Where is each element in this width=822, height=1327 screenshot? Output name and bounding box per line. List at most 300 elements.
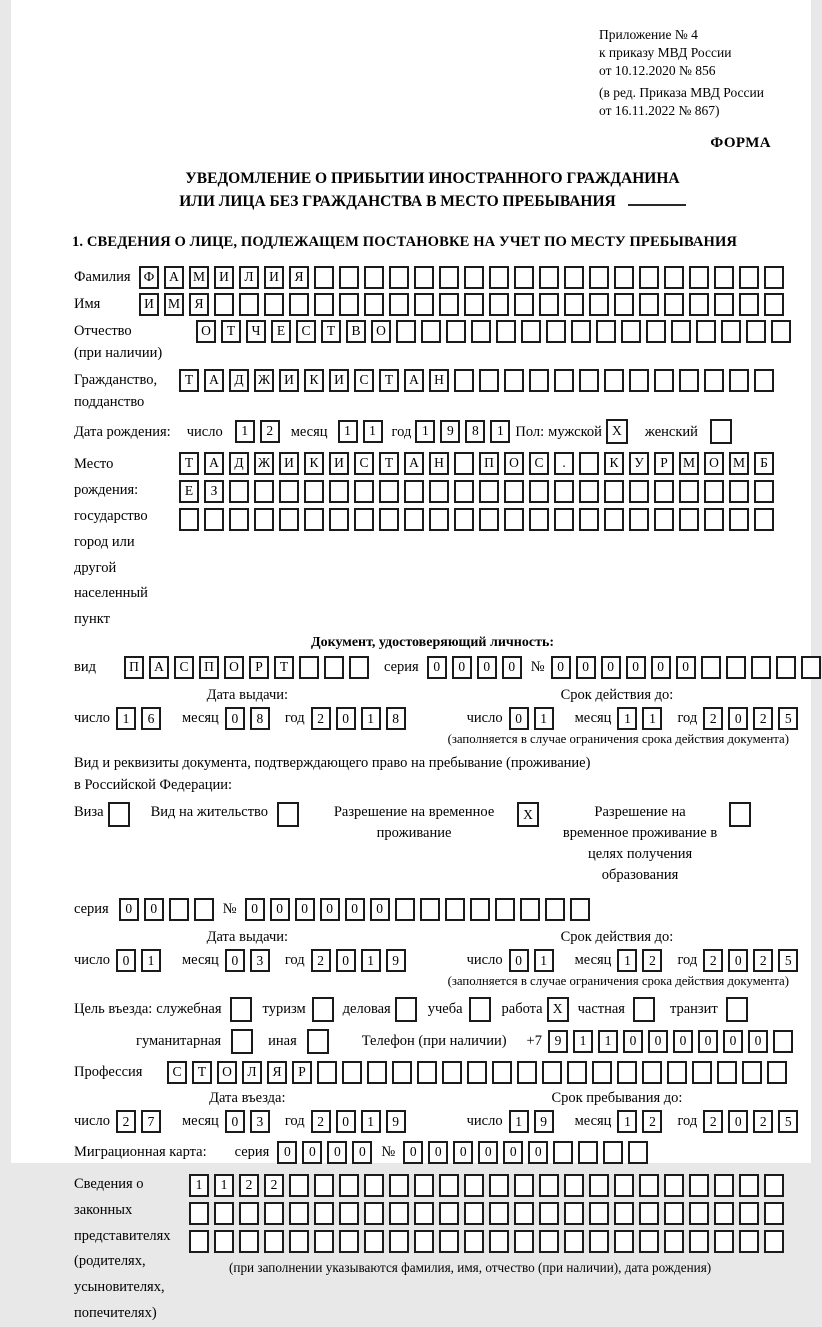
char-cell[interactable]: 2 (239, 1174, 259, 1197)
char-cell[interactable] (542, 1061, 562, 1084)
char-cell[interactable] (304, 480, 324, 503)
char-cell[interactable]: 1 (534, 707, 554, 730)
char-cell[interactable] (364, 293, 384, 316)
char-cell[interactable] (329, 508, 349, 531)
char-cell[interactable]: Ф (139, 266, 159, 289)
char-cell[interactable]: Ч (246, 320, 266, 343)
char-cell[interactable] (289, 1230, 309, 1253)
char-cell[interactable] (546, 320, 566, 343)
char-cell[interactable]: К (604, 452, 624, 475)
char-cell[interactable]: Р (249, 656, 269, 679)
char-cell[interactable]: 3 (250, 1110, 270, 1133)
char-cell[interactable] (239, 1230, 259, 1253)
char-cell[interactable] (654, 508, 674, 531)
char-cell[interactable] (454, 480, 474, 503)
char-cell[interactable] (739, 1230, 759, 1253)
char-cell[interactable] (679, 480, 699, 503)
char-cell[interactable] (194, 898, 214, 921)
char-cell[interactable] (604, 508, 624, 531)
purpose-work-checkbox[interactable]: X (547, 997, 569, 1022)
char-cell[interactable] (754, 480, 774, 503)
char-cell[interactable] (529, 508, 549, 531)
char-cell[interactable]: О (217, 1061, 237, 1084)
char-cell[interactable] (496, 320, 516, 343)
char-cell[interactable] (504, 508, 524, 531)
char-cell[interactable]: В (346, 320, 366, 343)
char-cell[interactable] (579, 508, 599, 531)
char-cell[interactable]: И (279, 369, 299, 392)
char-cell[interactable] (299, 656, 319, 679)
char-cell[interactable] (529, 480, 549, 503)
char-cell[interactable]: 1 (235, 420, 255, 443)
char-cell[interactable] (417, 1061, 437, 1084)
char-cell[interactable] (414, 266, 434, 289)
char-cell[interactable] (479, 508, 499, 531)
char-cell[interactable]: 1 (642, 707, 662, 730)
char-cell[interactable]: 1 (361, 1110, 381, 1133)
char-cell[interactable] (420, 898, 440, 921)
char-cell[interactable]: 0 (119, 898, 139, 921)
char-cell[interactable]: 0 (509, 707, 529, 730)
char-cell[interactable] (570, 898, 590, 921)
char-cell[interactable]: Я (289, 266, 309, 289)
purpose-study-checkbox[interactable] (469, 997, 491, 1022)
char-cell[interactable] (629, 369, 649, 392)
char-cell[interactable]: 0 (277, 1141, 297, 1164)
char-cell[interactable]: 9 (386, 949, 406, 972)
char-cell[interactable] (514, 1174, 534, 1197)
char-cell[interactable]: 1 (617, 707, 637, 730)
char-cell[interactable] (604, 369, 624, 392)
char-cell[interactable] (189, 1202, 209, 1225)
char-cell[interactable]: Т (274, 656, 294, 679)
char-cell[interactable] (704, 508, 724, 531)
char-cell[interactable] (714, 1174, 734, 1197)
char-cell[interactable]: . (554, 452, 574, 475)
char-cell[interactable]: 0 (302, 1141, 322, 1164)
char-cell[interactable] (204, 508, 224, 531)
char-cell[interactable] (764, 293, 784, 316)
char-cell[interactable] (289, 1174, 309, 1197)
char-cell[interactable]: Р (292, 1061, 312, 1084)
char-cell[interactable] (671, 320, 691, 343)
char-cell[interactable]: 0 (403, 1141, 423, 1164)
char-cell[interactable]: 0 (245, 898, 265, 921)
char-cell[interactable] (704, 369, 724, 392)
char-cell[interactable]: 5 (778, 1110, 798, 1133)
char-cell[interactable]: И (264, 266, 284, 289)
char-cell[interactable] (539, 266, 559, 289)
char-cell[interactable] (545, 898, 565, 921)
char-cell[interactable]: 0 (336, 707, 356, 730)
char-cell[interactable]: 1 (490, 420, 510, 443)
char-cell[interactable]: 2 (260, 420, 280, 443)
char-cell[interactable] (264, 1202, 284, 1225)
char-cell[interactable] (514, 1202, 534, 1225)
char-cell[interactable] (664, 293, 684, 316)
char-cell[interactable]: О (196, 320, 216, 343)
char-cell[interactable]: 0 (651, 656, 671, 679)
char-cell[interactable] (214, 1202, 234, 1225)
char-cell[interactable] (564, 266, 584, 289)
char-cell[interactable] (642, 1061, 662, 1084)
char-cell[interactable]: 0 (336, 1110, 356, 1133)
char-cell[interactable] (304, 508, 324, 531)
char-cell[interactable] (264, 293, 284, 316)
char-cell[interactable] (514, 266, 534, 289)
char-cell[interactable] (389, 1202, 409, 1225)
char-cell[interactable]: 0 (453, 1141, 473, 1164)
char-cell[interactable] (314, 1230, 334, 1253)
char-cell[interactable]: 1 (509, 1110, 529, 1133)
char-cell[interactable] (289, 293, 309, 316)
char-cell[interactable]: С (174, 656, 194, 679)
char-cell[interactable]: 0 (295, 898, 315, 921)
char-cell[interactable] (229, 480, 249, 503)
char-cell[interactable]: У (629, 452, 649, 475)
char-cell[interactable] (342, 1061, 362, 1084)
char-cell[interactable] (689, 1230, 709, 1253)
char-cell[interactable] (667, 1061, 687, 1084)
char-cell[interactable]: 1 (598, 1030, 618, 1053)
char-cell[interactable] (414, 1174, 434, 1197)
char-cell[interactable] (754, 508, 774, 531)
char-cell[interactable] (639, 1202, 659, 1225)
char-cell[interactable] (739, 1202, 759, 1225)
char-cell[interactable] (404, 508, 424, 531)
char-cell[interactable]: Т (321, 320, 341, 343)
char-cell[interactable] (729, 480, 749, 503)
char-cell[interactable] (696, 320, 716, 343)
char-cell[interactable]: 2 (753, 1110, 773, 1133)
char-cell[interactable]: 1 (617, 1110, 637, 1133)
char-cell[interactable] (739, 293, 759, 316)
char-cell[interactable] (589, 1174, 609, 1197)
char-cell[interactable] (567, 1061, 587, 1084)
char-cell[interactable]: 1 (361, 707, 381, 730)
char-cell[interactable]: Н (429, 452, 449, 475)
char-cell[interactable] (767, 1061, 787, 1084)
char-cell[interactable]: 0 (477, 656, 497, 679)
char-cell[interactable]: Т (379, 452, 399, 475)
char-cell[interactable] (564, 1174, 584, 1197)
char-cell[interactable] (589, 1202, 609, 1225)
char-cell[interactable] (554, 480, 574, 503)
char-cell[interactable] (504, 480, 524, 503)
char-cell[interactable] (389, 1174, 409, 1197)
char-cell[interactable]: А (204, 452, 224, 475)
sex-male-checkbox[interactable]: X (606, 419, 628, 444)
char-cell[interactable]: О (224, 656, 244, 679)
char-cell[interactable]: 0 (345, 898, 365, 921)
char-cell[interactable] (314, 1202, 334, 1225)
char-cell[interactable]: 0 (270, 898, 290, 921)
char-cell[interactable] (445, 898, 465, 921)
char-cell[interactable] (614, 266, 634, 289)
char-cell[interactable] (446, 320, 466, 343)
char-cell[interactable] (539, 293, 559, 316)
char-cell[interactable]: 0 (648, 1030, 668, 1053)
char-cell[interactable]: 2 (753, 707, 773, 730)
char-cell[interactable] (179, 508, 199, 531)
char-cell[interactable] (589, 293, 609, 316)
char-cell[interactable]: М (189, 266, 209, 289)
char-cell[interactable] (214, 1230, 234, 1253)
char-cell[interactable]: 0 (551, 656, 571, 679)
char-cell[interactable] (664, 1230, 684, 1253)
char-cell[interactable]: 0 (225, 949, 245, 972)
char-cell[interactable] (349, 656, 369, 679)
char-cell[interactable]: 2 (264, 1174, 284, 1197)
char-cell[interactable]: 0 (626, 656, 646, 679)
char-cell[interactable] (429, 480, 449, 503)
char-cell[interactable]: С (354, 452, 374, 475)
char-cell[interactable] (414, 1202, 434, 1225)
option-temp-residence-checkbox[interactable]: X (517, 802, 539, 827)
char-cell[interactable] (395, 898, 415, 921)
char-cell[interactable] (439, 266, 459, 289)
char-cell[interactable]: О (704, 452, 724, 475)
char-cell[interactable] (464, 266, 484, 289)
char-cell[interactable] (751, 656, 771, 679)
char-cell[interactable] (314, 1174, 334, 1197)
char-cell[interactable] (614, 1230, 634, 1253)
char-cell[interactable]: Т (179, 452, 199, 475)
char-cell[interactable] (229, 508, 249, 531)
char-cell[interactable]: З (204, 480, 224, 503)
char-cell[interactable] (404, 480, 424, 503)
char-cell[interactable] (464, 1230, 484, 1253)
char-cell[interactable] (279, 480, 299, 503)
char-cell[interactable]: О (371, 320, 391, 343)
char-cell[interactable]: 0 (576, 656, 596, 679)
char-cell[interactable]: 0 (225, 1110, 245, 1133)
char-cell[interactable] (169, 898, 189, 921)
char-cell[interactable] (628, 1141, 648, 1164)
char-cell[interactable]: 0 (144, 898, 164, 921)
char-cell[interactable] (579, 480, 599, 503)
char-cell[interactable]: 0 (428, 1141, 448, 1164)
char-cell[interactable] (479, 480, 499, 503)
char-cell[interactable] (764, 1174, 784, 1197)
char-cell[interactable] (442, 1061, 462, 1084)
char-cell[interactable]: М (164, 293, 184, 316)
char-cell[interactable] (639, 293, 659, 316)
char-cell[interactable]: 2 (642, 949, 662, 972)
char-cell[interactable] (364, 1230, 384, 1253)
char-cell[interactable]: 0 (528, 1141, 548, 1164)
char-cell[interactable]: 2 (311, 1110, 331, 1133)
char-cell[interactable]: 0 (623, 1030, 643, 1053)
char-cell[interactable] (414, 293, 434, 316)
char-cell[interactable]: Б (754, 452, 774, 475)
char-cell[interactable]: 1 (361, 949, 381, 972)
char-cell[interactable] (379, 480, 399, 503)
char-cell[interactable] (324, 656, 344, 679)
char-cell[interactable]: 2 (703, 1110, 723, 1133)
char-cell[interactable]: Д (229, 452, 249, 475)
char-cell[interactable] (354, 508, 374, 531)
char-cell[interactable]: П (479, 452, 499, 475)
char-cell[interactable]: 1 (189, 1174, 209, 1197)
char-cell[interactable]: Л (242, 1061, 262, 1084)
char-cell[interactable] (776, 656, 796, 679)
char-cell[interactable] (454, 452, 474, 475)
char-cell[interactable]: 0 (478, 1141, 498, 1164)
char-cell[interactable] (389, 266, 409, 289)
char-cell[interactable] (254, 480, 274, 503)
char-cell[interactable] (629, 480, 649, 503)
char-cell[interactable] (742, 1061, 762, 1084)
char-cell[interactable]: 0 (723, 1030, 743, 1053)
char-cell[interactable] (364, 1174, 384, 1197)
char-cell[interactable]: 0 (503, 1141, 523, 1164)
char-cell[interactable] (239, 293, 259, 316)
char-cell[interactable] (439, 293, 459, 316)
char-cell[interactable] (339, 1202, 359, 1225)
char-cell[interactable] (721, 320, 741, 343)
char-cell[interactable]: 0 (452, 656, 472, 679)
char-cell[interactable]: 2 (703, 949, 723, 972)
char-cell[interactable] (396, 320, 416, 343)
char-cell[interactable]: 2 (116, 1110, 136, 1133)
char-cell[interactable] (564, 293, 584, 316)
char-cell[interactable]: 8 (465, 420, 485, 443)
char-cell[interactable]: 9 (440, 420, 460, 443)
char-cell[interactable] (571, 320, 591, 343)
char-cell[interactable] (654, 369, 674, 392)
char-cell[interactable]: И (214, 266, 234, 289)
char-cell[interactable]: 1 (573, 1030, 593, 1053)
char-cell[interactable]: С (529, 452, 549, 475)
char-cell[interactable] (464, 1202, 484, 1225)
char-cell[interactable]: Е (179, 480, 199, 503)
char-cell[interactable] (701, 656, 721, 679)
char-cell[interactable] (664, 1202, 684, 1225)
char-cell[interactable]: Р (654, 452, 674, 475)
char-cell[interactable]: 1 (141, 949, 161, 972)
char-cell[interactable]: 5 (778, 949, 798, 972)
char-cell[interactable] (517, 1061, 537, 1084)
char-cell[interactable]: 0 (327, 1141, 347, 1164)
char-cell[interactable] (746, 320, 766, 343)
char-cell[interactable]: Т (221, 320, 241, 343)
char-cell[interactable] (714, 266, 734, 289)
purpose-tourism-checkbox[interactable] (312, 997, 334, 1022)
char-cell[interactable] (339, 1174, 359, 1197)
char-cell[interactable] (689, 1174, 709, 1197)
char-cell[interactable] (646, 320, 666, 343)
char-cell[interactable] (529, 369, 549, 392)
char-cell[interactable]: Я (267, 1061, 287, 1084)
char-cell[interactable] (539, 1174, 559, 1197)
char-cell[interactable] (439, 1230, 459, 1253)
char-cell[interactable] (489, 293, 509, 316)
char-cell[interactable]: А (149, 656, 169, 679)
char-cell[interactable] (664, 266, 684, 289)
char-cell[interactable]: 0 (601, 656, 621, 679)
char-cell[interactable]: И (329, 452, 349, 475)
char-cell[interactable]: 9 (386, 1110, 406, 1133)
char-cell[interactable]: 2 (311, 949, 331, 972)
char-cell[interactable]: 8 (250, 707, 270, 730)
char-cell[interactable] (764, 266, 784, 289)
char-cell[interactable]: 0 (509, 949, 529, 972)
char-cell[interactable] (579, 452, 599, 475)
char-cell[interactable] (254, 508, 274, 531)
char-cell[interactable]: К (304, 369, 324, 392)
char-cell[interactable]: 1 (534, 949, 554, 972)
char-cell[interactable]: 1 (116, 707, 136, 730)
char-cell[interactable] (679, 369, 699, 392)
char-cell[interactable] (489, 1230, 509, 1253)
char-cell[interactable] (564, 1202, 584, 1225)
char-cell[interactable]: 9 (534, 1110, 554, 1133)
char-cell[interactable] (639, 1230, 659, 1253)
char-cell[interactable] (629, 508, 649, 531)
char-cell[interactable]: 0 (116, 949, 136, 972)
char-cell[interactable] (439, 1202, 459, 1225)
char-cell[interactable] (495, 898, 515, 921)
char-cell[interactable]: 9 (548, 1030, 568, 1053)
char-cell[interactable]: А (404, 452, 424, 475)
char-cell[interactable] (421, 320, 441, 343)
char-cell[interactable] (614, 1174, 634, 1197)
char-cell[interactable] (589, 266, 609, 289)
char-cell[interactable] (771, 320, 791, 343)
char-cell[interactable] (592, 1061, 612, 1084)
char-cell[interactable]: 3 (250, 949, 270, 972)
char-cell[interactable] (289, 1202, 309, 1225)
char-cell[interactable]: Ж (254, 369, 274, 392)
char-cell[interactable] (492, 1061, 512, 1084)
char-cell[interactable] (801, 656, 821, 679)
char-cell[interactable] (689, 1202, 709, 1225)
char-cell[interactable]: И (329, 369, 349, 392)
char-cell[interactable]: 1 (617, 949, 637, 972)
char-cell[interactable]: И (279, 452, 299, 475)
char-cell[interactable] (554, 369, 574, 392)
char-cell[interactable]: 8 (386, 707, 406, 730)
char-cell[interactable]: 0 (673, 1030, 693, 1053)
char-cell[interactable]: Т (179, 369, 199, 392)
char-cell[interactable] (454, 369, 474, 392)
char-cell[interactable] (464, 1174, 484, 1197)
char-cell[interactable] (539, 1202, 559, 1225)
char-cell[interactable] (514, 293, 534, 316)
char-cell[interactable] (639, 1174, 659, 1197)
option-residence-permit-checkbox[interactable] (277, 802, 299, 827)
char-cell[interactable] (654, 480, 674, 503)
char-cell[interactable] (714, 1230, 734, 1253)
char-cell[interactable] (739, 266, 759, 289)
option-visa-checkbox[interactable] (108, 802, 130, 827)
purpose-private-checkbox[interactable] (633, 997, 655, 1022)
char-cell[interactable] (689, 293, 709, 316)
char-cell[interactable] (717, 1061, 737, 1084)
char-cell[interactable]: 2 (642, 1110, 662, 1133)
char-cell[interactable]: 0 (225, 707, 245, 730)
char-cell[interactable] (729, 369, 749, 392)
char-cell[interactable] (579, 369, 599, 392)
char-cell[interactable]: Е (271, 320, 291, 343)
char-cell[interactable] (726, 656, 746, 679)
char-cell[interactable] (329, 480, 349, 503)
char-cell[interactable]: 1 (363, 420, 383, 443)
char-cell[interactable]: П (124, 656, 144, 679)
char-cell[interactable]: 7 (141, 1110, 161, 1133)
char-cell[interactable] (521, 320, 541, 343)
